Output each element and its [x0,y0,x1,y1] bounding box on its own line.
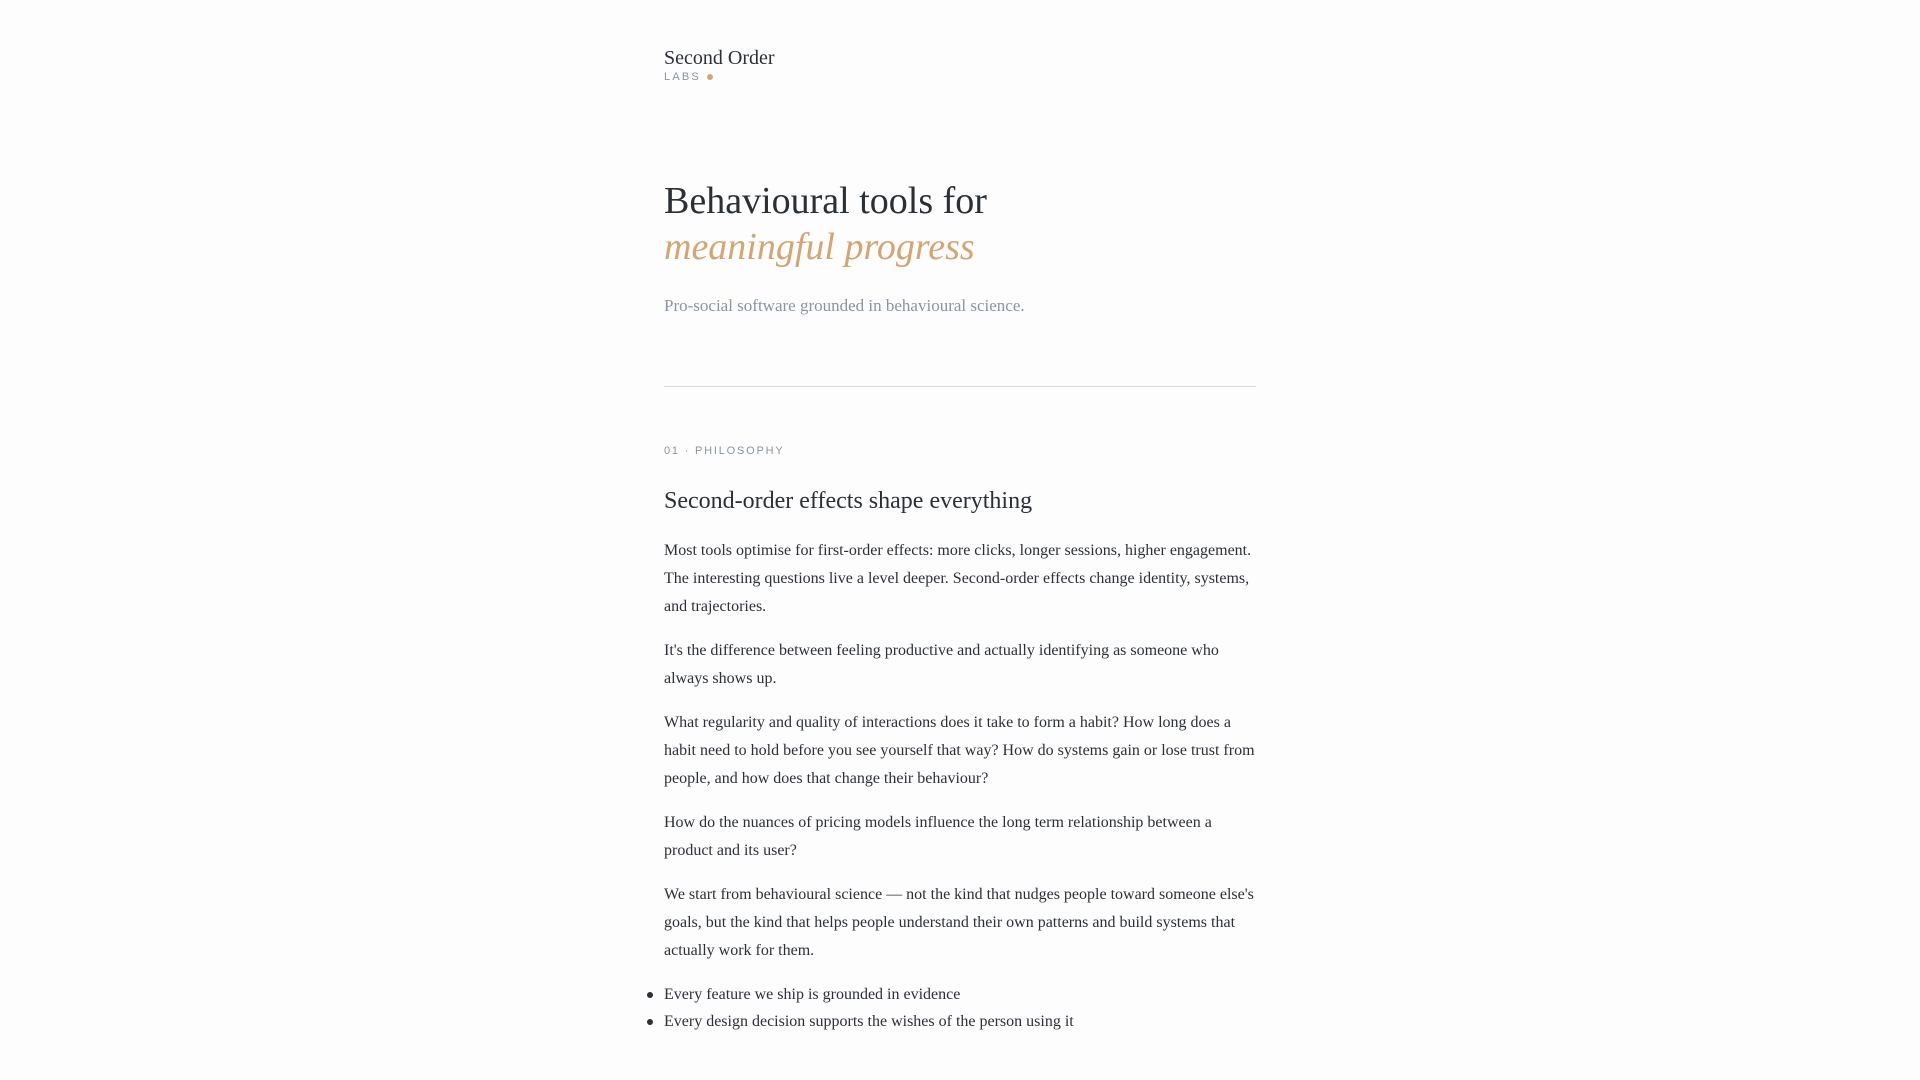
hero-title-line1: Behavioural tools for [664,180,987,222]
hero-title-line2: meaningful progress [664,226,975,268]
list-item: Every design decision supports the wishes of the person using it [664,1008,1260,1035]
section-label: 01 · PHILOSOPHY [664,445,785,457]
paragraph-2: It's the difference between feeling productive and actually identifying as someone who always shows up. [664,642,1219,687]
brand-labs-label: LABS [664,71,701,83]
principles-list [664,981,1260,1035]
section-divider [664,386,1256,387]
section-body [664,537,1260,1035]
brand-subtitle [664,71,775,83]
list-item: Every feature we ship is grounded in evidence [664,981,1260,1008]
hero-tagline: Pro-social software grounded in behavioural science. [664,296,1025,315]
paragraph-5: We start from behavioural science — not the kind that nudges people toward someone else's goals, but the kind that helps people understand their own patterns and build systems that actually work for them. [664,886,1254,959]
brand-logo-link[interactable] [664,46,775,83]
brand-name: Second Order [664,47,775,69]
brand-accent-dot [707,74,713,80]
paragraph-1: Most tools optimise for first-order effects: more clicks, longer sessions, higher engagement. The interesting questions live a level deeper. Second-order effects change identity, systems, and trajectories. [664,542,1252,615]
paragraph-4: How do the nuances of pricing models influence the long term relationship between a product and its user? [664,814,1212,859]
paragraph-3: What regularity and quality of interactions does it take to form a habit? How long does a habit need to hold before you see yourself that way? How do systems gain or lose trust from people, and how does that change their behaviour? [664,714,1255,787]
section-title: Second-order effects shape everything [664,488,1033,514]
hero-heading [664,178,1256,270]
